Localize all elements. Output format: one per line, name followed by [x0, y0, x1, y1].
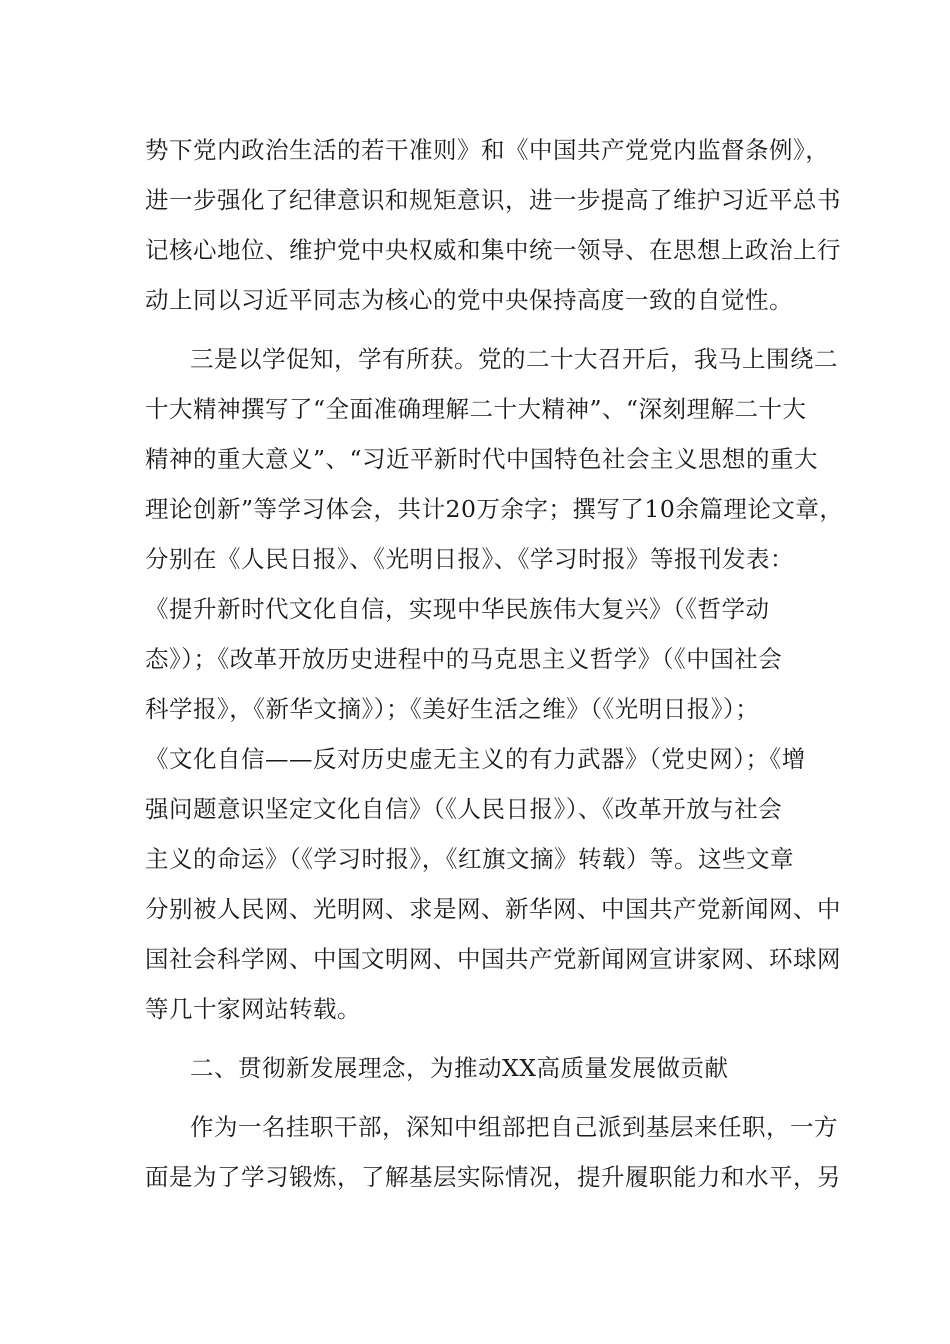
body-text-line: 强问题意识坚定文化自信》（《人民日报》）、《改革开放与社会 [145, 795, 783, 823]
body-text-line: 科学报》，《新华文摘》）；《美好生活之维》（《光明日报》）； [145, 695, 760, 723]
body-text-line: 《文化自信——反对历史虚无主义的有力武器》（党史网）；《增 [145, 745, 806, 773]
paragraph-first-line: 三是以学促知，学有所获。党的二十大召开后，我马上围绕二 [190, 345, 838, 373]
body-text-line: 国社会科学网、中国文明网、中国共产党新闻网宣讲家网、环球网 [145, 945, 841, 973]
body-text-line: 理论创新”等学习体会，共计20万余字；撰写了10余篇理论文章， [145, 495, 844, 523]
body-text-line: 主义的命运》（《学习时报》，《红旗文摘》转载）等。这些文章 [145, 845, 794, 873]
body-text-line: 《提升新时代文化自信，实现中华民族伟大复兴》（《哲学动 [145, 595, 770, 623]
body-text-line: 记核心地位、维护党中央权威和集中统一领导、在思想上政治上行 [145, 236, 841, 264]
body-text-line: 十大精神撰写了“全面准确理解二十大精神”、“深刻理解二十大 [145, 395, 807, 423]
body-text-line: 势下党内政治生活的若干准则》和《中国共产党党内监督条例》， [145, 136, 830, 164]
body-text-line: 分别在《人民日报》、《光明日报》、《学习时报》等报刊发表： [145, 545, 794, 573]
body-text-line: 分别被人民网、光明网、求是网、新华网、中国共产党新闻网、中 [145, 895, 841, 923]
body-text-line: 精神的重大意义”、“习近平新时代中国特色社会主义思想的重大 [145, 445, 819, 473]
body-text-line: 动上同以习近平同志为核心的党中央保持高度一致的自觉性。 [145, 286, 793, 314]
body-text-line: 进一步强化了纪律意识和规矩意识，进一步提高了维护习近平总书 [145, 186, 841, 214]
paragraph-first-line: 作为一名挂职干部，深知中组部把自己派到基层来任职，一方 [190, 1113, 838, 1141]
body-text-line: 态》）；《改革开放历史进程中的马克思主义哲学》（《中国社会 [145, 645, 783, 673]
body-text-line: 等几十家网站转载。 [145, 995, 361, 1023]
body-text-line: 面是为了学习锻炼，了解基层实际情况，提升履职能力和水平，另 [145, 1163, 841, 1191]
section-heading: 二、贯彻新发展理念，为推动XX高质量发展做贡献 [190, 1054, 729, 1082]
